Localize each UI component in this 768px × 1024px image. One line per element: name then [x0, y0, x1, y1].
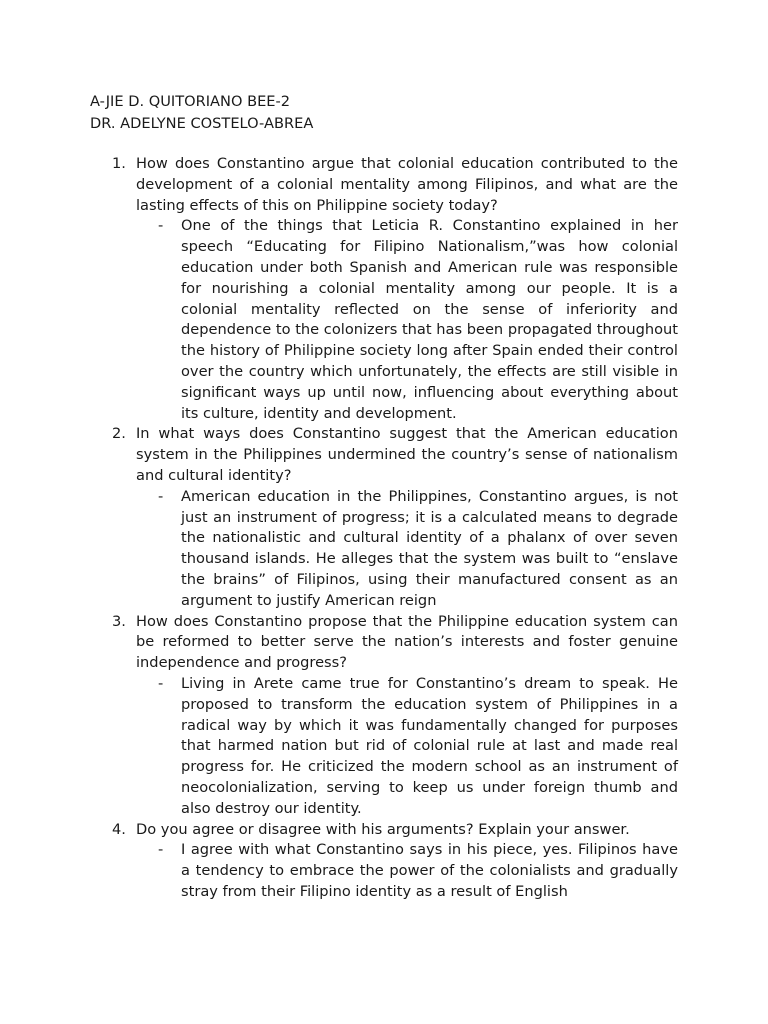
answer-bullet: -: [158, 841, 164, 859]
student-name-line: A-JIE D. QUITORIANO BEE-2: [90, 93, 291, 110]
question-text: Do you agree or disagree with his arguments? Explain your answer.: [136, 820, 630, 838]
question-text: How does Constantino propose that the Philippine education system can be reformed to better serve the nation’s interests and foster genuine independence and progress?: [136, 612, 678, 672]
answer-text: I agree with what Constantino says in his piece, yes. Filipinos have a tendency to embrace the power of the colonialists and gradually stray from their Filipino identity as a result of English: [181, 841, 678, 900]
answer-text: One of the things that Leticia R. Constantino explained in her speech “Educating for Filipino Nationalism,”was how colonial education under both Spanish and American rule was responsible for nourishing a colonial mentality among our people. It is a colonial mentality reflected on the sense of inferiority and dependence to the colonizers that has been propagated throughout the history of Philippine society long after Spain ended their control over the country which unfortunately, the effects are still visible in significant ways up until now, influencing about everything about its culture, identity and development.: [181, 217, 678, 422]
answer-item: [136, 674, 678, 820]
question-item: [90, 820, 678, 903]
question-item: [90, 612, 678, 820]
question-number: 1.: [112, 155, 126, 172]
question-text: How does Constantino argue that colonial education contributed to the development of a colonial mentality among Filipinos, and what are the lasting effects of this on Philippine society today?: [136, 155, 678, 214]
question-text: In what ways does Constantino suggest that the American education system in the Philippines undermined the country’s sense of nationalism and cultural identity?: [136, 425, 678, 484]
question-item: [90, 424, 678, 611]
document-header: [90, 91, 313, 135]
question-list: [90, 154, 678, 903]
answer-text: American education in the Philippines, Constantino argues, is not just an instrument of progress; it is a calculated means to degrade the nationalistic and cultural identity of a phalanx of over seven thousand islands. He alleges that the system was built to “enslave the brains” of Filipinos, using their manufactured consent as an argument to justify American reign: [181, 487, 678, 609]
answer-bullet: -: [158, 487, 164, 505]
question-number: 3.: [112, 612, 126, 630]
question-number: 4.: [112, 820, 126, 838]
answer-item: [136, 840, 678, 902]
answer-bullet: -: [158, 674, 164, 692]
answer-item: [136, 487, 678, 612]
answer-text: Living in Arete came true for Constantino’s dream to speak. He proposed to transform the education system of Philippines in a radical way by which it was fundamentally changed for purposes that harmed nation but rid of colonial rule at last and made real progress for. He criticized the modern school as an instrument of neocolonialization, serving to keep us under foreign thumb and also destroy our identity.: [181, 674, 678, 817]
answer-item: [136, 216, 678, 424]
question-number: 2.: [112, 425, 126, 443]
instructor-line: DR. ADELYNE COSTELO-ABREA: [90, 115, 314, 132]
answer-bullet: -: [158, 217, 164, 235]
question-item: [90, 154, 678, 424]
